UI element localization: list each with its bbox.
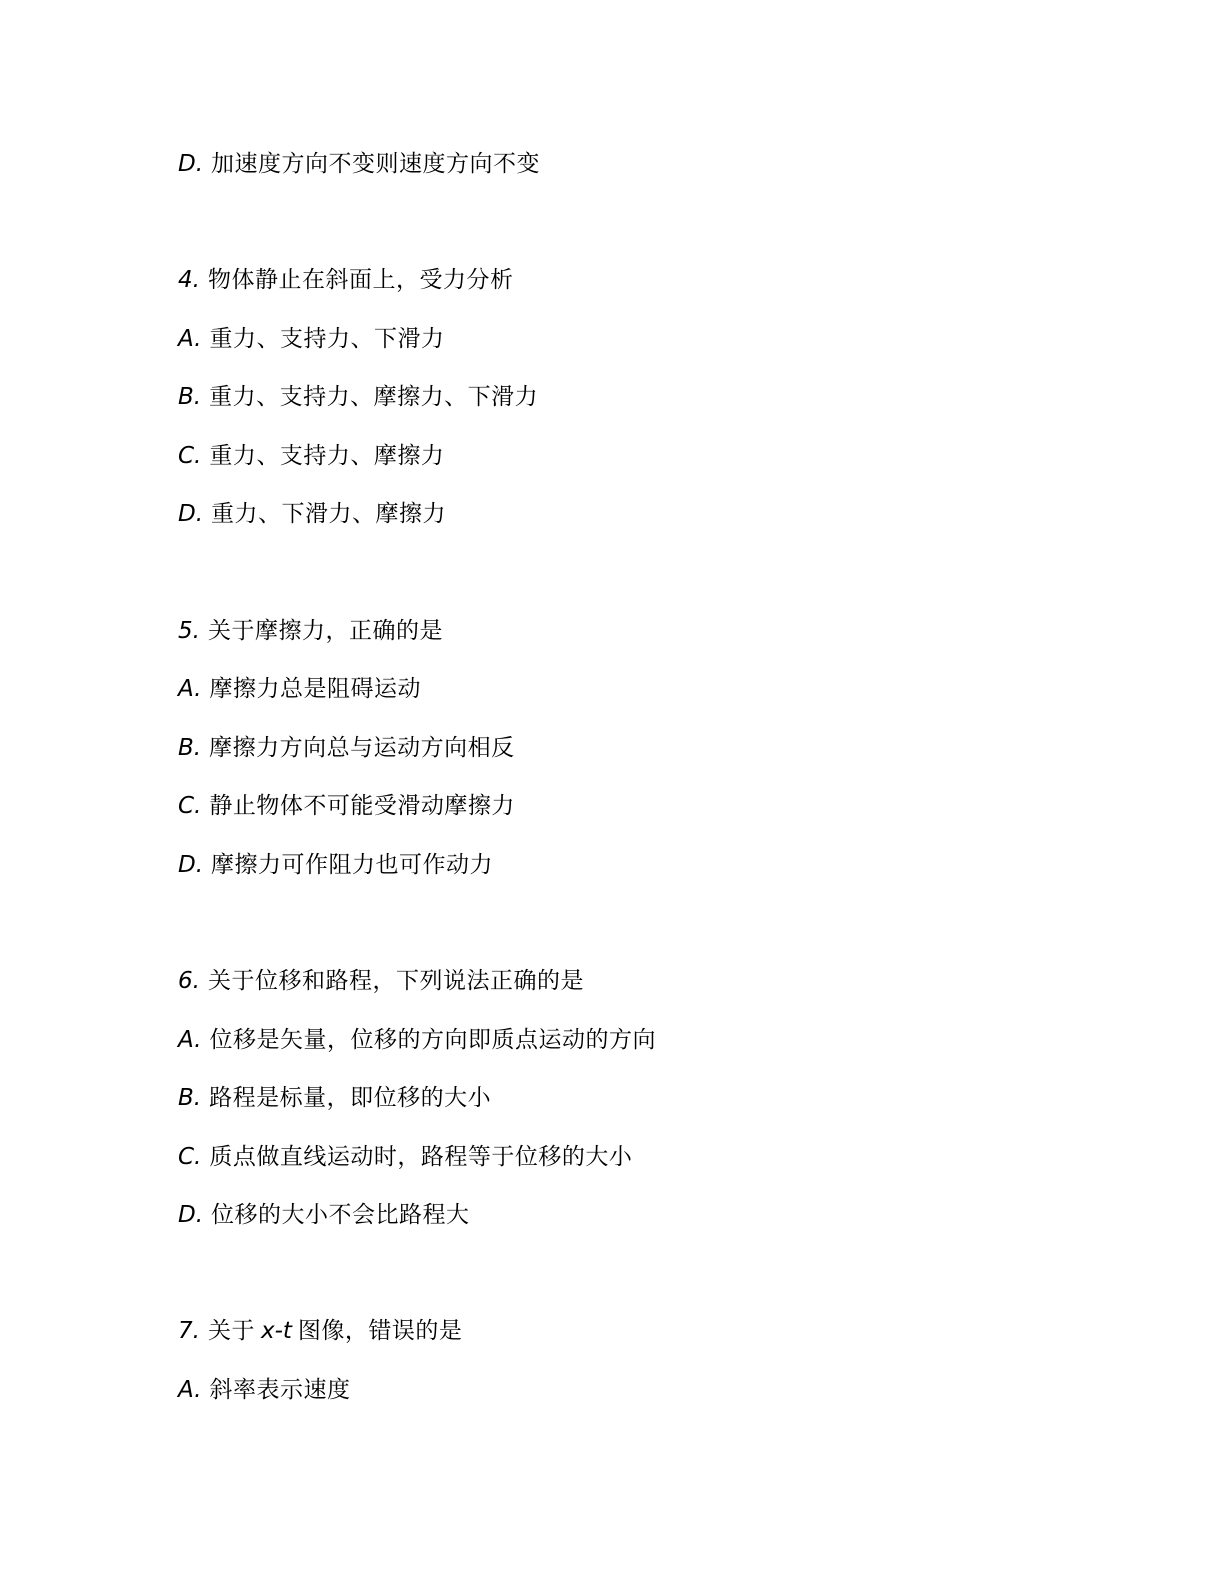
option-label: C. <box>178 1144 202 1170</box>
question-text: 关于位移和路程，下列说法正确的是 <box>207 968 584 994</box>
question-number: 7. <box>178 1318 200 1344</box>
option-label: D. <box>178 151 204 177</box>
question-text-prefix: 关于 <box>207 1318 255 1344</box>
option-text: 摩擦力总是阻碍运动 <box>209 676 421 702</box>
option-text: 静止物体不可能受滑动摩擦力 <box>209 793 515 819</box>
option-text: 路程是标量，即位移的大小 <box>209 1085 492 1111</box>
option-text: 重力、支持力、摩擦力、下滑力 <box>209 384 539 410</box>
q4-option-b <box>178 380 538 414</box>
q5-option-c <box>178 789 515 823</box>
option-label: A. <box>178 1027 202 1053</box>
option-text: 重力、支持力、摩擦力 <box>209 443 445 469</box>
q5-stem <box>178 614 443 648</box>
question-text: 物体静止在斜面上，受力分析 <box>207 267 514 293</box>
option-text: 位移的大小不会比路程大 <box>211 1202 470 1228</box>
q7-stem <box>178 1314 462 1348</box>
option-text: 加速度方向不变则速度方向不变 <box>211 151 541 177</box>
q6-option-d <box>178 1198 470 1232</box>
q6-option-b <box>178 1081 491 1115</box>
option-label: C. <box>178 793 202 819</box>
option-label: B. <box>178 735 202 761</box>
q5-option-a <box>178 672 421 706</box>
option-text: 摩擦力可作阻力也可作动力 <box>211 852 494 878</box>
option-label: B. <box>178 1085 202 1111</box>
option-text: 斜率表示速度 <box>209 1377 351 1403</box>
q4-option-a <box>178 322 444 356</box>
question-number: 5. <box>178 618 200 644</box>
question-text-suffix: 图像，错误的是 <box>297 1318 463 1344</box>
q6-option-a <box>178 1023 656 1057</box>
math-variable: x-t <box>260 1318 292 1344</box>
q4-option-d <box>178 497 446 531</box>
option-label: D. <box>178 1202 204 1228</box>
question-number: 6. <box>178 968 200 994</box>
q3-option-d <box>178 147 540 181</box>
q5-option-b <box>178 731 515 765</box>
option-text: 重力、支持力、下滑力 <box>209 326 445 352</box>
q4-option-c <box>178 439 444 473</box>
question-number: 4. <box>178 267 200 293</box>
option-label: A. <box>178 676 202 702</box>
option-label: D. <box>178 852 204 878</box>
option-text: 质点做直线运动时，路程等于位移的大小 <box>209 1144 633 1170</box>
q7-option-a <box>178 1373 350 1407</box>
question-text: 关于摩擦力，正确的是 <box>207 618 443 644</box>
option-text: 摩擦力方向总与运动方向相反 <box>209 735 515 761</box>
q5-option-d <box>178 848 493 882</box>
option-label: A. <box>178 1377 202 1403</box>
option-label: C. <box>178 443 202 469</box>
option-label: A. <box>178 326 202 352</box>
option-label: D. <box>178 501 204 527</box>
option-text: 位移是矢量，位移的方向即质点运动的方向 <box>209 1027 656 1053</box>
q6-stem <box>178 964 584 998</box>
option-text: 重力、下滑力、摩擦力 <box>211 501 447 527</box>
option-label: B. <box>178 384 202 410</box>
q6-option-c <box>178 1140 632 1174</box>
q4-stem <box>178 263 513 297</box>
